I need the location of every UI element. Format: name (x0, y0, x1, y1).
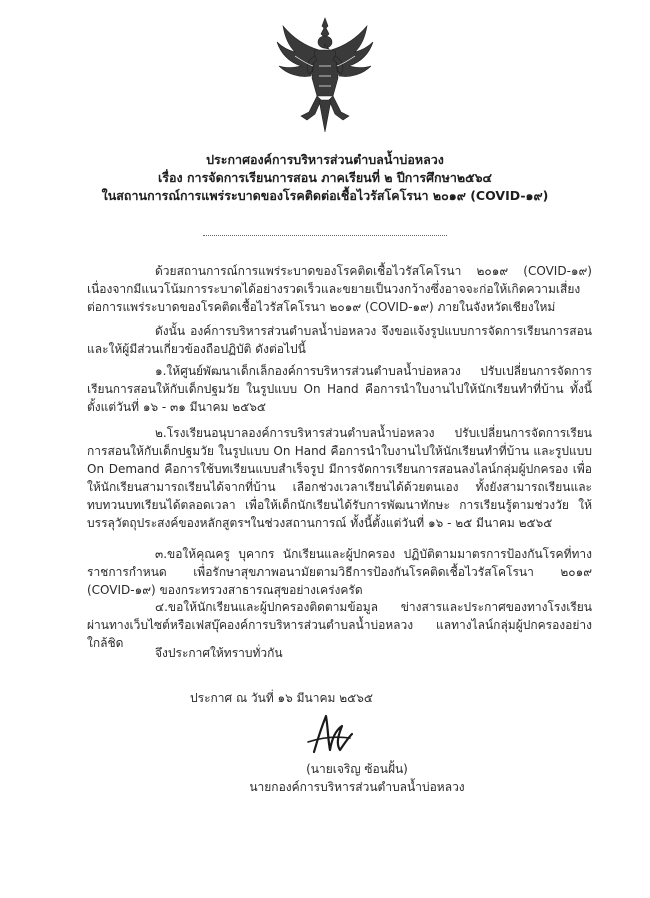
paragraph-item-2: ๒.โรงเรียนอนุบาลองค์การบริหารส่วนตำบลน้ำบ่อหลวง ปรับเปลี่ยนการจัดการเรียนการสอนให้กับเด็กปฐมวัย ในรูปแบบ On Hand คือการนำใบงานไปให้นักเรียนทำที่บ้าน และรูปแบบ On Demand คือการใช้บทเรียนแบบสำเร็จรูป มีการจัดการเรียนการสอนลงไลน์กลุ่มผู้ปกครอง เพื่อให้นักเรียนสามารถเรียนได้จากที่บ้าน เลือกช่วงเวลาเรียนได้ด้วยตนเอง ทั้งยังสามารถเรียนและทบทวนบทเรียนได้ตลอดเวลา เพื่อให้เด็กนักเรียนได้รับการพัฒนาทักษะ การเรียนรู้ตามช่วงวัย ให้บรรลุวัตถุประสงค์ของหลักสูตรฯในช่วงสถานการณ์ ทั้งนี้ตั้งแต่วันที่ ๑๖ - ๒๕ มีนาคม ๒๕๖๕ (87, 426, 592, 530)
announcement-issuer: ประกาศองค์การบริหารส่วนตำบลน้ำบ่อหลวง (206, 152, 444, 167)
signer-title: นายกองค์การบริหารส่วนตำบลน้ำบ่อหลวง (249, 780, 465, 794)
signature (300, 708, 360, 760)
paragraph-item-4: ๔.ขอให้นักเรียนและผู้ปกครองติดตามข้อมูล ข่างสารและประกาศของทางโรงเรียนผ่านทางเว็บไซต์หรือเฟสบุ๊คองค์การบริหารส่วนตำบลน้ำบ่อหลวง แลทางไลน์กลุ่มผู้ปกครองอย่างใกล้ชิด (87, 600, 592, 650)
paragraph-item-1: ๑.ให้ศูนย์พัฒนาเด็กเล็กองค์การบริหารส่วนตำบลน้ำบ่อหลวง ปรับเปลี่ยนการจัดการเรียนการสอนให้กับเด็กปฐมวัย ในรูปแบบ On Hand คือการนำใบงานไปให้นักเรียนทำที่บ้าน ทั้งนี้ตั้งแต่วันที่ ๑๖ - ๓๑ มีนาคม ๒๕๖๕ (87, 364, 592, 414)
garuda-emblem (275, 16, 375, 134)
paragraph-situation: ด้วยสถานการณ์การแพร่ระบาดของโรคติดเชื้อไวรัสโคโรนา ๒๐๑๙ (COVID-๑๙) เนื่องจากมีแนวโน้มการระบาดได้อย่างรวดเร็วและขยายเป็นวงกว้างซึ่งอาจจะก่อให้เกิดความเสี่ยงต่อการแพร่ระบาดของโรคติดเชื้อไวรัสโคโรนา ๒๐๑๙ (COVID-๑๙) ภายในจังหวัดเชียงใหม่ (87, 264, 592, 314)
signer-name: (นายเจริญ ซ้อนฝั้น) (306, 762, 408, 776)
paragraph-item-3: ๓.ขอให้คุณครู บุคากร นักเรียนและผู้ปกครอง ปฏิบัติตามมาตรการป้องกันโรคที่ทางราชการกำหนด เพื่อรักษาสุขภาพอนามัยตามวิธีการป้องกันโรคติดเชื้อไวรัสโคโรนา ๒๐๑๙ (COVID-๑๙) ของกระทรวงสาธารณสุขอย่างเคร่งครัด (87, 547, 592, 597)
paragraph-notice: ดังนั้น องค์การบริหารส่วนตำบลน้ำบ่อหลวง จึงขอแจ้งรูปแบบการจัดการเรียนการสอน และให้ผู้มีส่วนเกี่ยวข้องถือปฏิบัติ ดังต่อไปนี้ (87, 324, 592, 356)
announcement-date: ประกาศ ณ วันที่ ๑๖ มีนาคม ๒๕๖๕ (190, 691, 373, 705)
announcement-subject: เรื่อง การจัดการเรียนการสอน ภาคเรียนที่ ๒ ปีการศึกษา๒๕๖๔ (158, 170, 492, 185)
paragraph-closing: จึงประกาศให้ทราบทั่วกัน (155, 646, 283, 660)
announcement-context: ในสถานการณ์การแพร่ระบาดของโรคติดต่อเชื้อไวรัสโคโรนา ๒๐๑๙ (COVID-๑๙) (101, 188, 549, 203)
header-divider (203, 235, 447, 236)
